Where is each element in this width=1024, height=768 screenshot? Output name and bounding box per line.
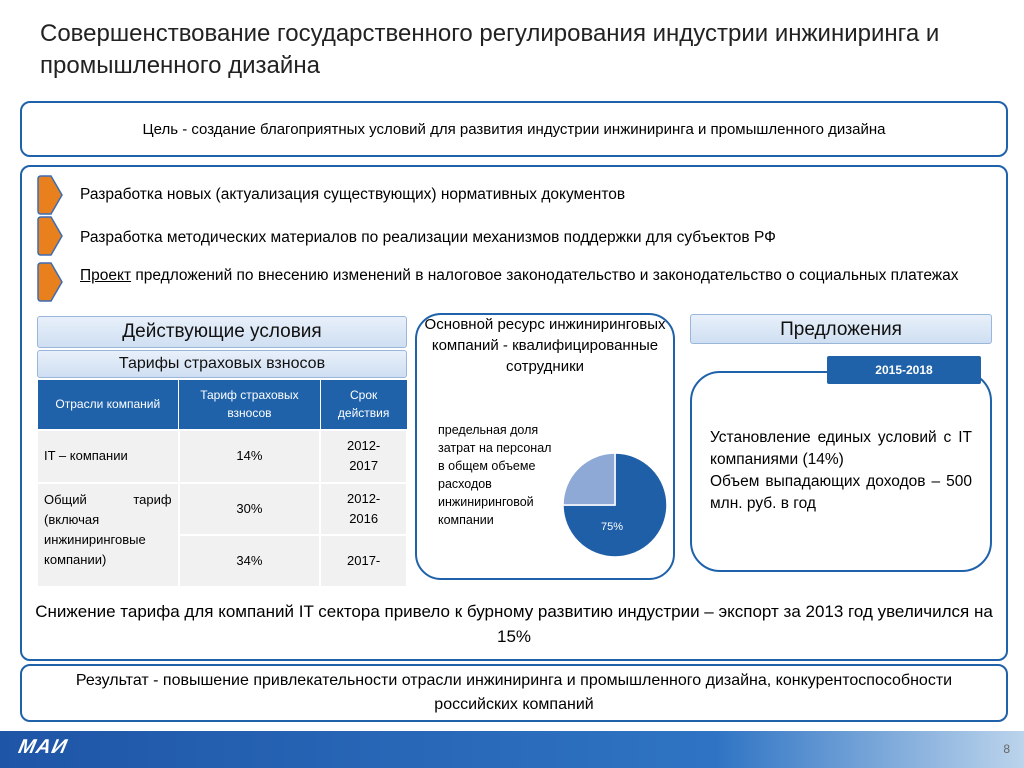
cell-sector: Общий тариф (включая инжиниринговые компании): [37, 483, 179, 587]
pie-data-label: 75%: [600, 521, 624, 533]
page-title: Совершенствование государственного регулирования индустрии инжиниринга и промышленного дизайна: [40, 20, 940, 79]
result-text: Результат - повышение привлекательности отрасли инжиниринга и промышленного дизайна, конкурентоспособности российских компаний: [75, 672, 953, 713]
cell-rate: 30%: [179, 483, 321, 535]
proposal-line-1: Установление единых условий с IT компаниями (14%): [710, 429, 972, 468]
cell-sector: IT – компании: [37, 430, 179, 483]
resource-note: предельная доля затрат на персонал в общем объеме расходов инжиниринговой компании: [438, 423, 552, 527]
resource-heading: Основной ресурс инжиниринговых компаний - квалифицированные сотрудники: [424, 316, 666, 375]
bullet-item-3: [80, 265, 986, 287]
bullet-item-1: Разработка новых (актуализация существующих) нормативных документов: [80, 186, 626, 203]
table-header-rate: Тариф страховых взносов: [179, 380, 321, 430]
goal-box: [20, 101, 1008, 157]
pie-slice-2: [563, 453, 615, 505]
page-number: 8: [1003, 742, 1010, 756]
table-row: [37, 483, 407, 535]
bullet-item-3-text: предложений по внесению изменений в налоговое законодательство и законодательство о социальных платежах: [131, 267, 959, 284]
bullet-item-2: Разработка методических материалов по реализации механизмов поддержки для субъектов РФ: [80, 229, 776, 246]
cell-period: 2012-2017: [320, 430, 407, 483]
table-header-period: Срок действия: [320, 380, 407, 430]
tariffs-subheading: Тарифы страховых взносов: [37, 350, 407, 378]
current-conditions-heading: Действующие условия: [37, 316, 407, 348]
bullet-lead: Проект: [80, 267, 132, 284]
cell-rate: 14%: [179, 430, 321, 483]
proposals-text: [710, 427, 972, 515]
arrow-bullet-icon: [37, 262, 63, 302]
tariff-table: [36, 379, 408, 588]
period-badge: 2015-2018: [827, 356, 981, 384]
pie-chart: [560, 450, 670, 560]
logo: МАИ: [16, 735, 70, 758]
goal-text: Цель - создание благоприятных условий для развития индустрии инжиниринга и промышленного дизайна: [142, 120, 886, 138]
table-row: [37, 430, 407, 483]
result-box: [20, 664, 1008, 722]
table-header-sector: Отрасли компаний: [37, 380, 179, 430]
arrow-bullet-icon: [37, 175, 63, 215]
cell-period: 2012-2016: [320, 483, 407, 535]
arrow-bullet-icon: [37, 216, 63, 256]
proposals-heading: Предложения: [690, 314, 992, 344]
cell-period: 2017-: [320, 535, 407, 587]
cell-rate: 34%: [179, 535, 321, 587]
proposal-line-2: Объем выпадающих доходов – 500 млн. руб. в год: [710, 473, 972, 512]
footer-bar: [0, 731, 1024, 768]
summary-text: Снижение тарифа для компаний IT сектора привело к бурному развитию индустрии – экспорт за 2013 год увеличился на 15%: [35, 602, 993, 646]
